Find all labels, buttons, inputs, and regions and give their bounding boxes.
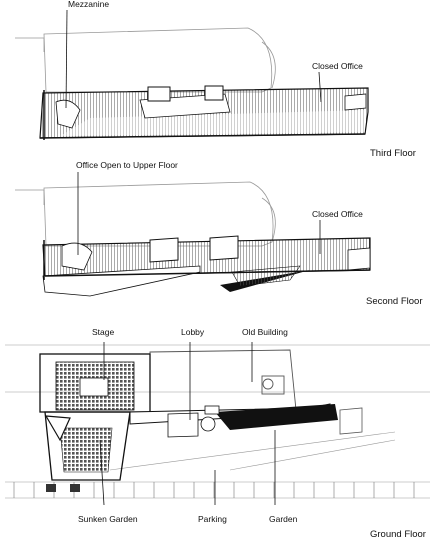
label-closed-office-second: Closed Office [312,209,363,219]
label-lobby: Lobby [181,327,205,337]
label-sunken-garden: Sunken Garden [78,514,138,524]
lobby-and-circulation [130,404,362,437]
label-garden: Garden [269,514,298,524]
sunken-garden-area [45,412,130,492]
label-closed-office-third: Closed Office [312,61,363,71]
label-office-open-to-upper-floor: Office Open to Upper Floor [76,160,178,170]
label-mezzanine: Mezzanine [68,0,110,9]
label-parking: Parking [198,514,227,524]
stage-area [40,354,150,412]
label-old-building: Old Building [242,327,288,337]
old-building-outline [150,350,296,412]
ground-floor-title: Ground Floor [370,529,426,540]
second-floor-title: Second Floor [366,296,423,307]
third-floor-title: Third Floor [370,148,416,159]
label-stage: Stage [92,327,115,337]
